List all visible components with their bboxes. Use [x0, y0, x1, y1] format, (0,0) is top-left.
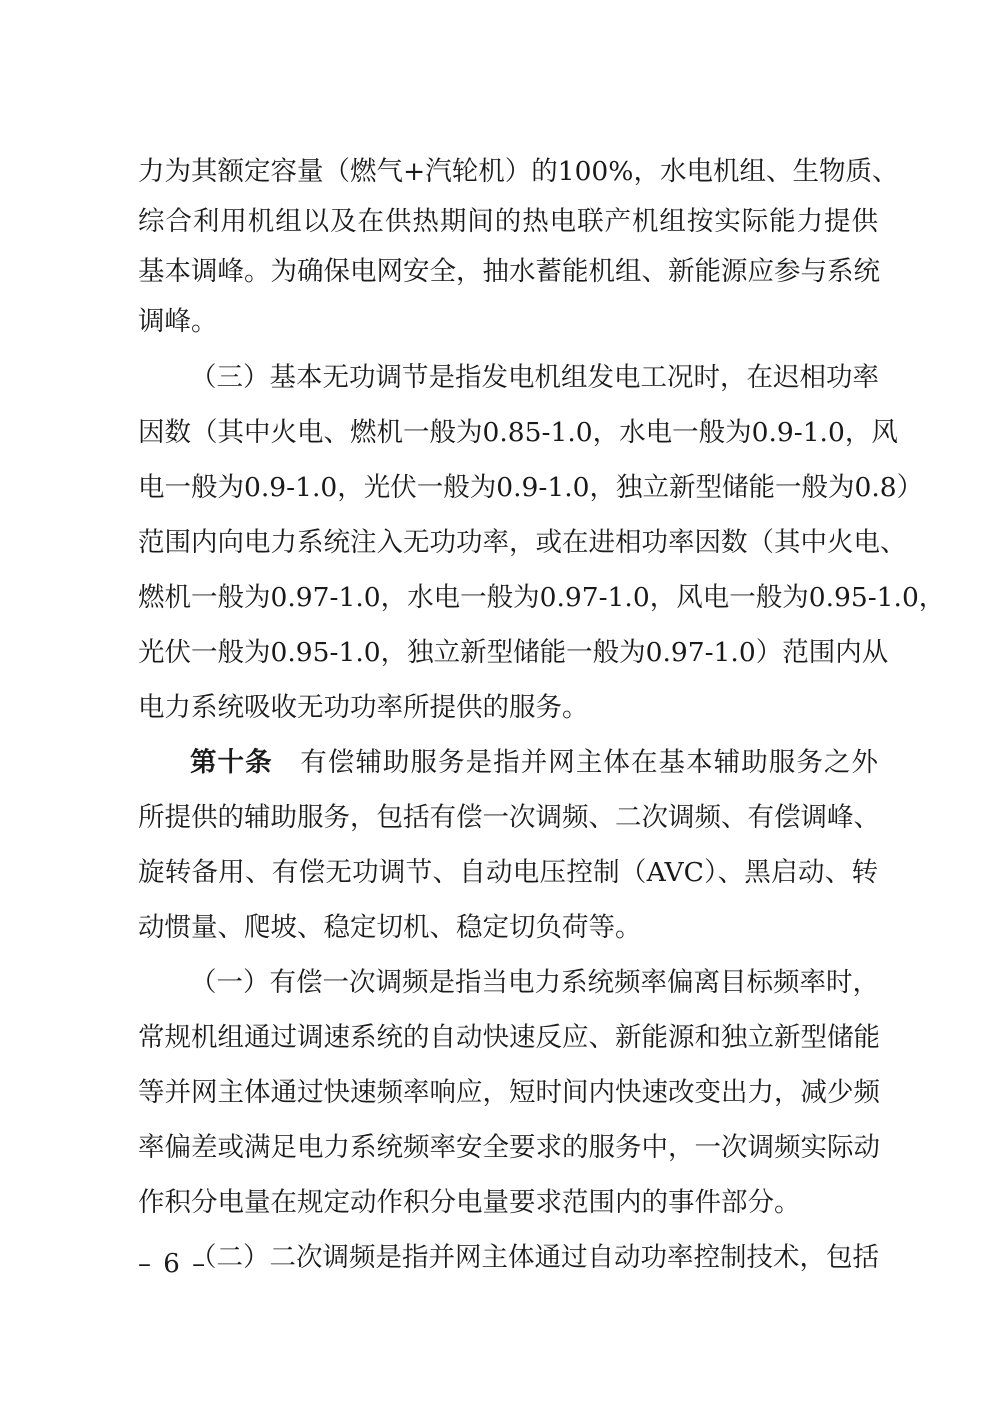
text-line: 光伏一般为0.95-1.0，独立新型储能一般为0.97-1.0）范围内从 [138, 637, 889, 668]
text-line: 旋转备用、有偿无功调节、自动电压控制（AVC）、黑启动、转 [138, 857, 878, 888]
article-text: 有偿辅助服务是指并网主体在基本辅助服务之外 [300, 747, 878, 778]
text-line: 因数（其中火电、燃机一般为0.85-1.0，水电一般为0.9-1.0，风 [138, 417, 898, 448]
text-line: 综合利用机组以及在供热期间的热电联产机组按实际能力提供 [138, 206, 878, 237]
page-number: – 6 – [138, 1249, 208, 1279]
text-line: 调峰。 [138, 306, 218, 337]
text-line: 所提供的辅助服务，包括有偿一次调频、二次调频、有偿调峰、 [138, 802, 880, 833]
text-line: （一）有偿一次调频是指当电力系统频率偏离目标频率时， [190, 967, 879, 998]
text-line: 电力系统吸收无功功率所提供的服务。 [138, 692, 589, 723]
text-line: 等并网主体通过快速频率响应，短时间内快速改变出力，减少频 [138, 1077, 880, 1108]
text-line: （二）二次调频是指并网主体通过自动功率控制技术，包括 [190, 1242, 879, 1273]
text-line: 范围内向电力系统注入无功功率，或在进相功率因数（其中火电、 [138, 527, 907, 558]
text-line: 燃机一般为0.97-1.0，水电一般为0.97-1.0，风电一般为0.95-1.0， [138, 582, 946, 613]
text-line: 作积分电量在规定动作积分电量要求范围内的事件部分。 [138, 1187, 801, 1218]
article-first-line [190, 741, 878, 785]
text-line: 常规机组通过调速系统的自动快速反应、新能源和独立新型储能 [138, 1022, 880, 1053]
text-line: 力为其额定容量（燃气+汽轮机）的100%，水电机组、生物质、 [138, 156, 899, 187]
article-label: 第十条 [190, 747, 273, 778]
text-line: 率偏差或满足电力系统频率安全要求的服务中，一次调频实际动 [138, 1132, 880, 1163]
text-line: 电一般为0.9-1.0，光伏一般为0.9-1.0，独立新型储能一般为0.8） [138, 472, 924, 503]
text-line: （三）基本无功调节是指发电机组发电工况时，在迟相功率 [190, 362, 879, 393]
text-line: 基本调峰。为确保电网安全，抽水蓄能机组、新能源应参与系统 [138, 256, 880, 287]
text-line: 动惯量、爬坡、稳定切机、稳定切负荷等。 [138, 912, 642, 943]
